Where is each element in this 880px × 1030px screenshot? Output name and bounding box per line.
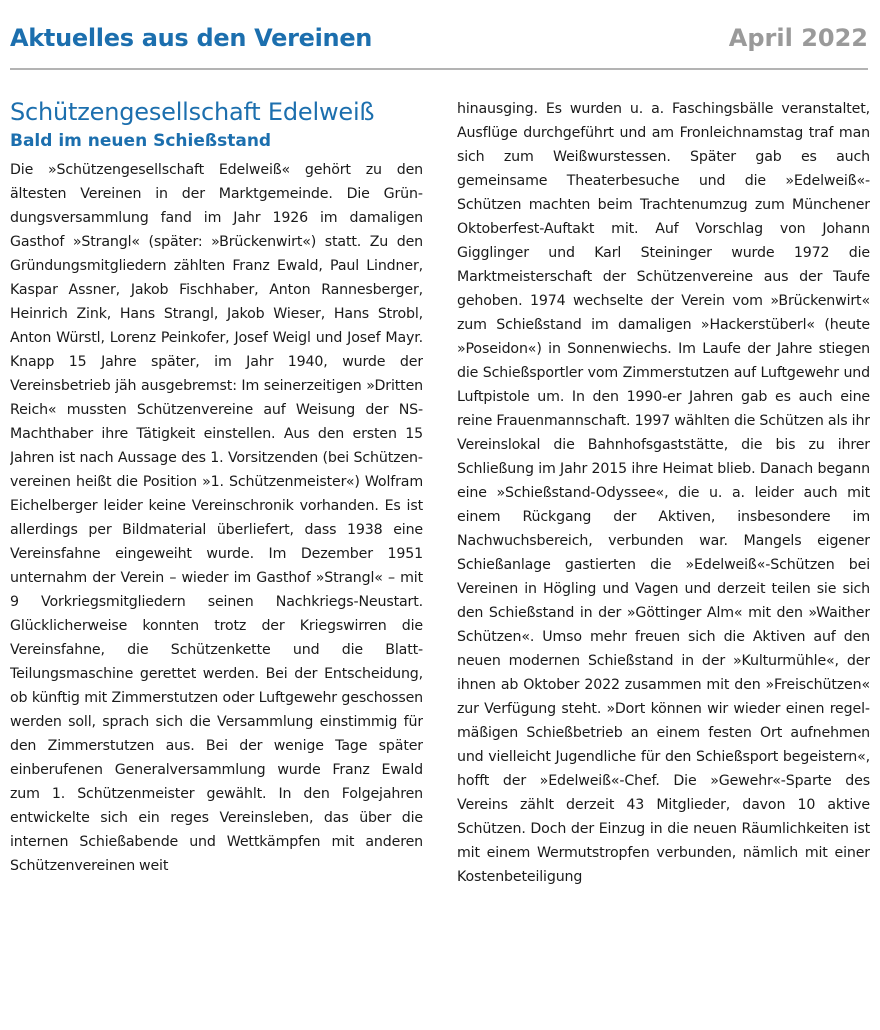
article-subtitle: Bald im neuen Schießstand (10, 131, 272, 151)
article-title: Schützengesellschaft Edelweiß (10, 98, 375, 126)
article-body-column-1: Die »Schützengesellschaft Edelweiß« gehört zu den ältesten Vereinen in der Marktgemeinde. Die Gründungsversammlung fand im Jahr 1926 im damaligen Gasthof »Strangl« (später: »Brückenwirt«) statt. Zu den Gründungsmitgliedern zählten Franz Ewald, Paul Lindner, Kaspar Assner, Jakob Fischhaber, Anton Rannesberger, Heinrich Zink, Hans Strangl, Jakob Wieser, Hans Strobl, Anton Würstl, Lorenz Peinkofer, Josef Weigl und Josef Mayr. Knapp 15 Jahre später, im Jahr 1940, wurde der Vereinsbetrieb jäh ausgebremst: Im seinerzeitigen »Dritten Reich« mussten Schützenvereine auf Weisung der NS-Machthaber ihre Tätigkeit einstellen. Aus den ersten 15 Jahren ist nach Aussage des 1. Vorsitzenden (bei Schützenvereinen heißt die Position »1. Schützenmeister«) Wolfram Eichelberger leider keine Vereinschronik vorhanden. Es ist allerdings per Bildmaterial überliefert, dass 1938 eine Vereinsfahne eingeweiht wurde. Im Dezember 1951 unternahm der Verein – wieder im Gasthof »Strangl« – mit 9 Vorkriegsmitgliedern seinen Nachkriegs-Neustart. Glücklicherweise konnten trotz der Kriegswirren die Vereinsfahne, die Schützenkette und die Blatt-Teilungsmaschine gerettet werden. Bei der Entscheidung, ob künftig mit Zimmerstutzen oder Luftgewehr geschossen werden soll, sprach sich die Versammlung einstimmig für den Zimmerstutzen aus. Bei der wenige Tage später einberufenen Generalversammlung wurde Franz Ewald zum 1. Schützenmeister gewählt. In den Folgejahren entwickelte sich ein reges Vereinsleben, das über die internen Schießabende und Wettkämpfen mit anderen Schützenvereinen weit (10, 162, 423, 874)
page-header (10, 18, 868, 70)
article-column-left (10, 92, 423, 1022)
section-title: Aktuelles aus den Vereinen (10, 24, 373, 52)
issue-date: April 2022 (728, 24, 868, 52)
article-body-column-2: hinausging. Es wurden u. a. Faschingsbälle veranstaltet, Ausflüge durchgeführt und am Fronleichnamstag traf man sich zum Weißwurstessen. Später gab es auch gemeinsame Theaterbesuche und die »Edelweiß«-Schützen machten beim Trachtenumzug zum Münchener Oktoberfest-Auftakt mit. Auf Vorschlag von Johann Gigglinger und Karl Steininger wurde 1972 die Marktmeisterschaft der Schützenvereine aus der Taufe gehoben. 1974 wechselte der Verein vom »Brückenwirt« zum Schießstand im damaligen »Hackerstüberl« (heute »Poseidon«) in Sonnenwiechs. Im Laufe der Jahre stiegen die Schießsportler vom Zimmerstutzen auf Luftgewehr und Luftpistole um. In den 1990-er Jahren gab es auch eine reine Frauenmannschaft. 1997 wählten die Schützen als ihr Vereinslokal die Bahnhofsgaststätte, die bis zu ihrer Schließung im Jahr 2015 ihre Heimat blieb. Danach begann eine »Schießstand-Odyssee«, die u. a. leider auch mit einem Rückgang der Aktiven, insbesondere im Nachwuchsbereich, verbunden war. Mangels eigener Schießanlage gastierten die »Edelweiß«-Schützen bei Vereinen in Högling und Vagen und derzeit teilen sie sich den Schießstand in der »Göttinger Alm« mit den »Waither Schützen«. Umso mehr freuen sich die Aktiven auf den neuen modernen Schießstand in der »Kulturmühle«, der ihnen ab Oktober 2022 zusammen mit den »Freischützen« zur Verfügung steht. »Dort können wir wieder einen regelmäßigen Schießbetrieb an einem festen Ort aufnehmen und vielleicht Jugendliche für den Schießsport begeistern«, hofft der »Edelweiß«-Chef. Die »Gewehr«-Sparte des Vereins zählt derzeit 43 Mitglieder, davon 10 aktive Schützen. Doch der Einzug in die neuen Räumlichkeiten ist mit einem Wermutstropfen verbunden, nämlich mit einer Kostenbeteiligung (457, 101, 870, 885)
article-column-right (457, 97, 870, 1027)
